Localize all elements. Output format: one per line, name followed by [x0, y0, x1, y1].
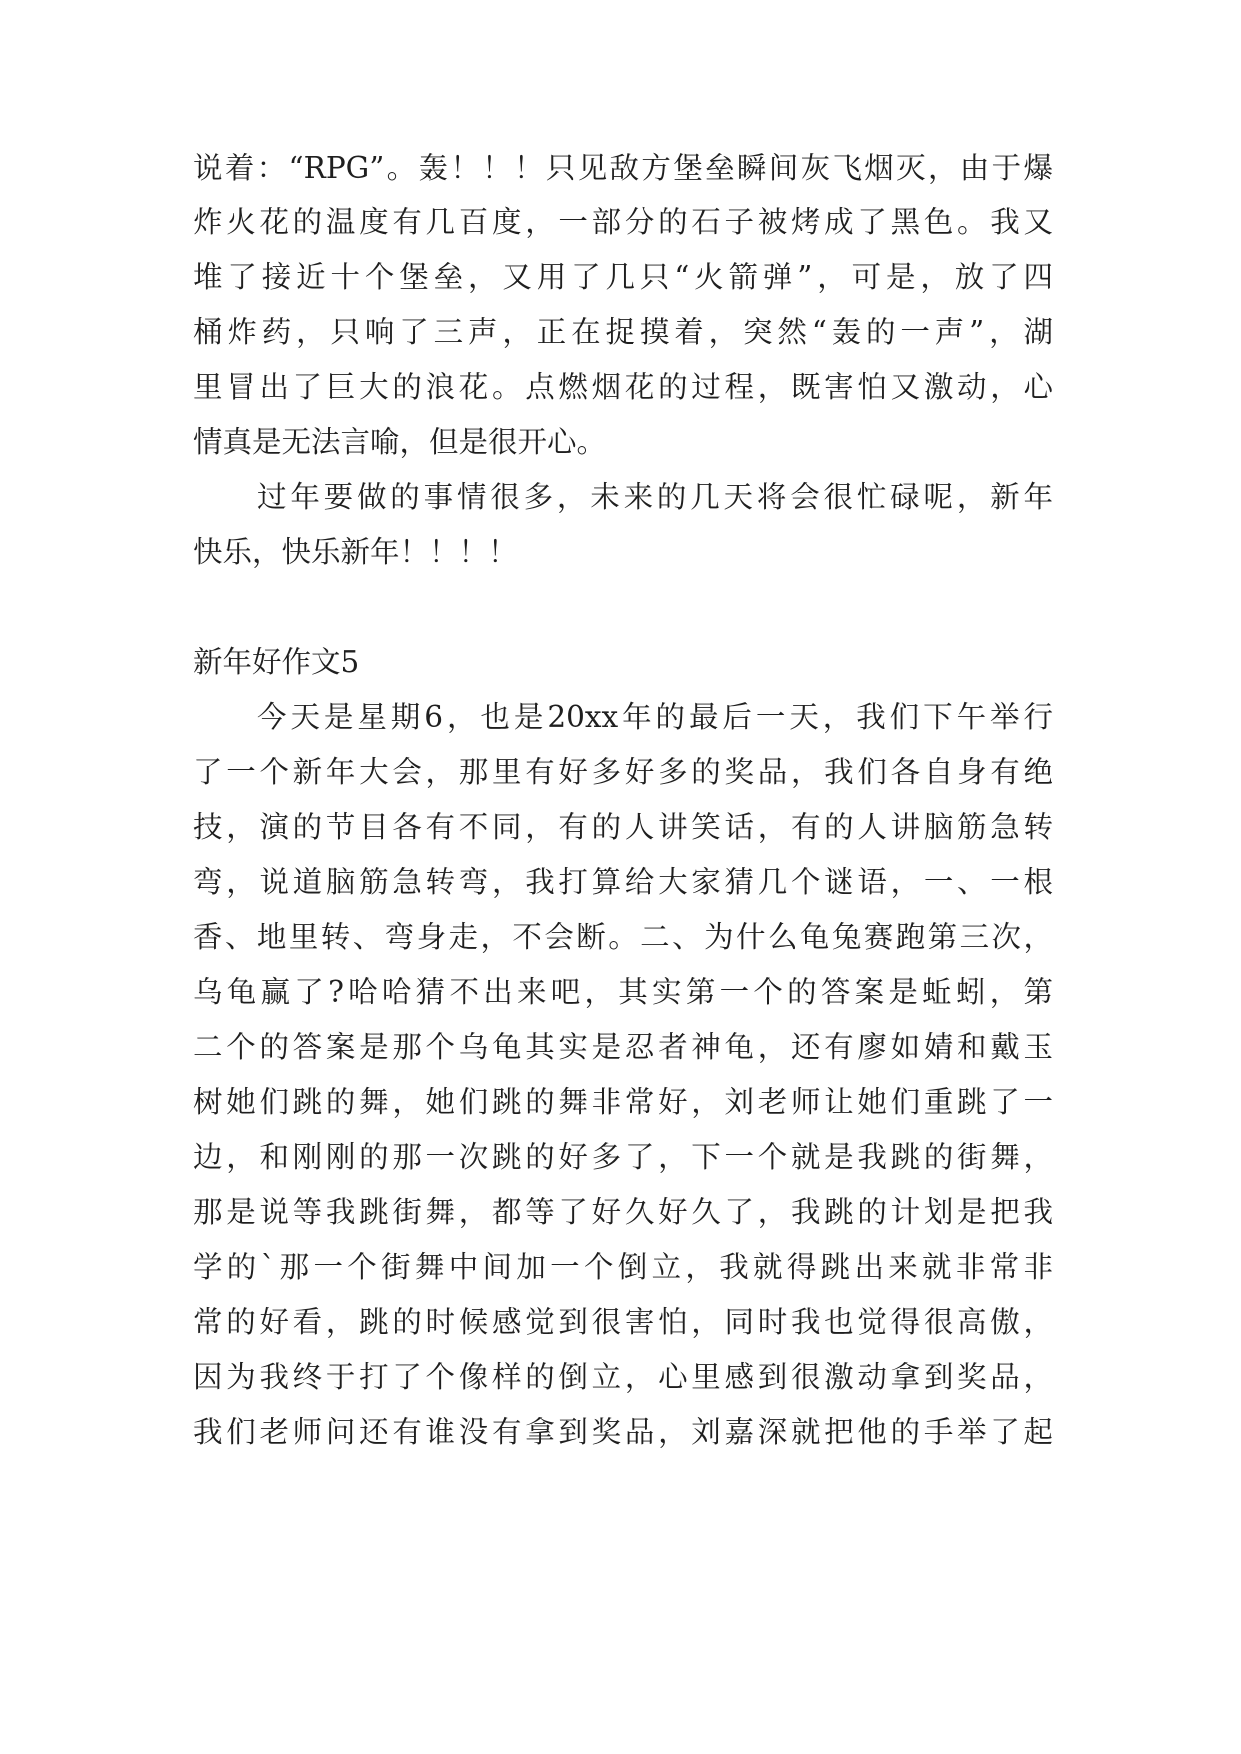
- text-line: 里冒出了巨大的浪花。点燃烟花的过程，既害怕又激动，心: [193, 370, 1053, 404]
- text-line: 技，演的节目各有不同，有的人讲笑话，有的人讲脑筋急转: [193, 810, 1053, 844]
- text-line: 说着：“RPG”。轰！！！只见敌方堡垒瞬间灰飞烟灭，由于爆: [193, 151, 1053, 185]
- section-heading: 新年好作文5: [193, 645, 360, 679]
- text-line: 常的好看，跳的时候感觉到很害怕，同时我也觉得很高傲，: [193, 1305, 1053, 1339]
- text-line: 二个的答案是那个乌龟其实是忍者神龟，还有廖如婧和戴玉: [193, 1030, 1053, 1064]
- text-line: 炸火花的温度有几百度，一部分的石子被烤成了黑色。我又: [193, 205, 1053, 239]
- text-line: 那是说等我跳街舞，都等了好久好久了，我跳的计划是把我: [193, 1195, 1053, 1229]
- text-line: 乌龟赢了?哈哈猜不出来吧，其实第一个的答案是蚯蚓，第: [193, 975, 1053, 1009]
- text-line: 我们老师问还有谁没有拿到奖品，刘嘉深就把他的手举了起: [193, 1415, 1053, 1449]
- text-line: 堆了接近十个堡垒，又用了几只“火箭弹”，可是，放了四: [193, 260, 1053, 294]
- text-line: 边，和刚刚的那一次跳的好多了，下一个就是我跳的街舞，: [193, 1140, 1053, 1174]
- text-line: 香、地里转、弯身走，不会断。二、为什么龟兔赛跑第三次，: [193, 920, 1053, 954]
- text-line: 过年要做的事情很多，未来的几天将会很忙碌呢，新年: [257, 480, 1053, 514]
- text-line: 树她们跳的舞，她们跳的舞非常好，刘老师让她们重跳了一: [193, 1085, 1053, 1119]
- text-line: 今天是星期6，也是20xx年的最后一天，我们下午举行: [257, 700, 1053, 734]
- text-line: 桶炸药，只响了三声，正在捉摸着，突然“轰的一声”，湖: [193, 315, 1053, 349]
- text-line: 学的`那一个街舞中间加一个倒立，我就得跳出来就非常非: [193, 1250, 1053, 1284]
- text-line: 情真是无法言喻，但是很开心。: [193, 425, 607, 459]
- text-line: 了一个新年大会，那里有好多好多的奖品，我们各自身有绝: [193, 755, 1053, 789]
- text-line: 因为我终于打了个像样的倒立，心里感到很激动拿到奖品，: [193, 1360, 1053, 1394]
- text-line: 弯，说道脑筋急转弯，我打算给大家猜几个谜语，一、一根: [193, 865, 1053, 899]
- text-line: 快乐，快乐新年！！！！: [193, 535, 518, 569]
